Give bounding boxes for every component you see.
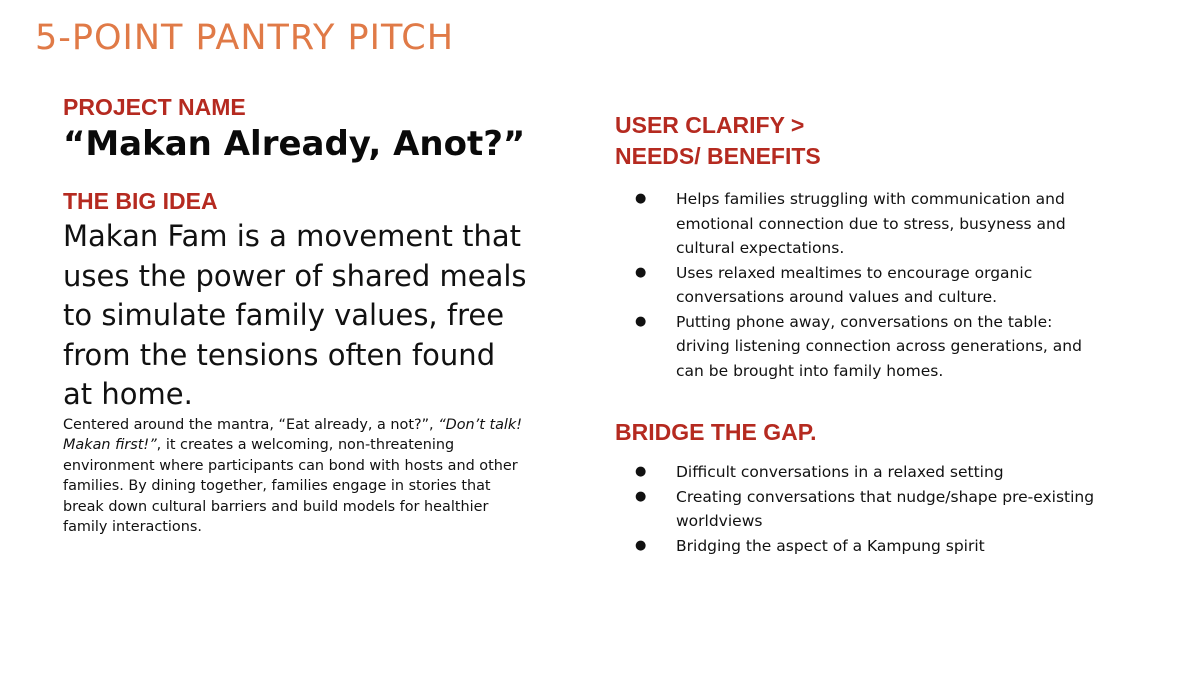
bridge-gap-heading: BRIDGE THE GAP. bbox=[615, 419, 817, 445]
right-column bbox=[615, 110, 1135, 558]
big-idea-statement: Makan Fam is a movement that uses the power of shared meals to simulate family values, free from the tensions often found at home. bbox=[63, 219, 527, 411]
project-name-value: “Makan Already, Anot?” bbox=[63, 124, 526, 164]
list-item-text: Creating conversations that nudge/shape pre-existing worldviews bbox=[676, 487, 1095, 530]
project-name-heading: PROJECT NAME bbox=[63, 94, 246, 120]
list-item bbox=[615, 460, 1096, 485]
user-needs-heading-line2: NEEDS/ BENEFITS bbox=[615, 143, 821, 169]
list-item bbox=[615, 187, 1096, 261]
big-idea-body-quote: “Don’t talk! Makan first!” bbox=[63, 416, 523, 453]
list-item bbox=[615, 485, 1096, 534]
big-idea-body-intro: Centered around the mantra, “Eat already, a not?”, bbox=[63, 416, 439, 433]
list-item bbox=[615, 310, 1096, 384]
big-idea-body bbox=[63, 415, 533, 538]
bullet-icon: ● bbox=[635, 488, 647, 504]
bullet-icon: ● bbox=[635, 264, 647, 280]
big-idea-heading: THE BIG IDEA bbox=[63, 188, 218, 214]
user-needs-list bbox=[615, 187, 1135, 383]
big-idea-body-rest: , it creates a welcoming, non-threatening environment where participants can bond with hosts and other families. By dining together, families engage in stories that break down cultural barriers and build models for healthier family interactions. bbox=[63, 437, 518, 535]
slide-title: 5-POINT PANTRY PITCH bbox=[35, 18, 455, 58]
bullet-icon: ● bbox=[635, 464, 647, 479]
list-item-text: Helps families struggling with communication and emotional connection due to stress, busyness and cultural expectations. bbox=[676, 190, 1066, 257]
bullet-icon: ● bbox=[635, 313, 647, 329]
bridge-gap-list bbox=[615, 460, 1135, 558]
user-needs-heading-line1: USER CLARIFY > bbox=[615, 112, 805, 138]
list-item-text: Uses relaxed mealtimes to encourage organic conversations around values and culture. bbox=[676, 263, 1033, 306]
list-item-text: Bridging the aspect of a Kampung spirit bbox=[676, 536, 985, 555]
list-item bbox=[615, 534, 1096, 559]
bullet-icon: ● bbox=[635, 191, 647, 206]
list-item-text: Difficult conversations in a relaxed setting bbox=[676, 463, 1004, 481]
user-needs-heading bbox=[615, 110, 1135, 172]
left-column bbox=[63, 92, 543, 538]
list-item bbox=[615, 261, 1096, 310]
list-item-text: Putting phone away, conversations on the table: driving listening connection across generations, and can be brought into family homes. bbox=[676, 312, 1082, 380]
bullet-icon: ● bbox=[635, 537, 647, 553]
